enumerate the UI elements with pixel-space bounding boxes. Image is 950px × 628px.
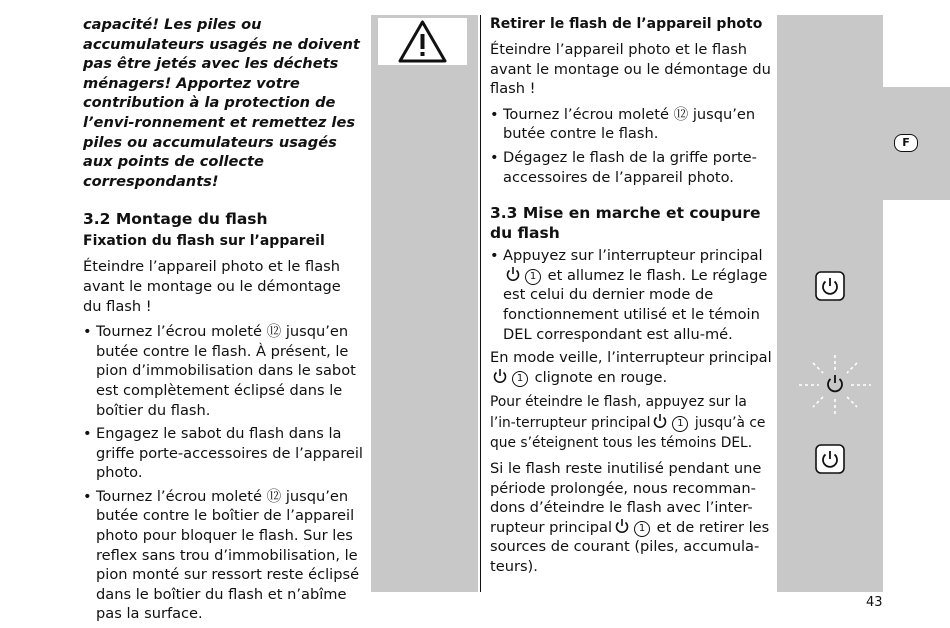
subheading-remove-flash: Retirer le flash de l’appareil photo — [490, 16, 763, 32]
list-item: • Dégagez le flash de la griffe porte-accessoires de l’appareil photo. — [490, 148, 772, 187]
list-item: • Engagez le sabot du flash dans la griffe porte-accessoires de l’appareil photo. — [83, 424, 363, 483]
column-divider — [480, 15, 481, 592]
removal-steps-list — [490, 105, 772, 187]
power-icon — [815, 444, 845, 478]
callout-number: 1 — [525, 269, 541, 285]
subheading-attach-flash: Fixation du flash sur l’appareil — [83, 233, 325, 250]
list-item: • Tournez l’écrou moleté ⑫ jusqu’en butée contre le boîtier de l’appareil photo pour bloquer le flash. Sur les reflex sans trou d’immobilisation, le pion monté sur ressort reste éclipsé dans le boîtier du flash et n’abîme pas la surface. — [83, 487, 363, 624]
callout-number: 1 — [672, 416, 688, 432]
warning-column-band — [371, 15, 478, 592]
idle-paragraph: Si le flash reste inutilisé pendant une période prolongée, nous recomman-dons d’éteindre le flash avec l’inter-rupteur principal 1 et de retirer les sources de courant (piles, accumula-teurs). — [490, 460, 770, 576]
language-badge — [894, 134, 918, 152]
standby-paragraph: En mode veille, l’interrupteur principal1 clignote en rouge. — [490, 349, 772, 386]
intro-paragraph: Éteindre l’appareil photo et le flash avant le montage ou le démontage du flash ! — [83, 258, 341, 315]
right-column — [490, 15, 772, 583]
mounting-steps-list — [83, 322, 363, 624]
callout-number: 1 — [512, 371, 528, 387]
power-icon — [615, 518, 629, 534]
warning-box — [378, 18, 467, 65]
intro-paragraph: Éteindre l’appareil photo et le flash avant le montage ou le démontage du flash ! — [490, 41, 771, 98]
battery-disposal-warning: capacité! Les piles ou accumulateurs usagés ne doivent pas être jetés avec les déchets ménagers! Apportez votre contribution à la protection de l’envi-ronnement et remettez les piles ou accumulateurs usagés aux points de collecte correspondants! — [83, 16, 360, 190]
power-icon — [493, 368, 507, 384]
power-icon — [815, 271, 845, 305]
callout-number: 1 — [634, 521, 650, 537]
language-badge-label: F — [902, 136, 910, 149]
power-steps-list — [490, 246, 772, 344]
left-column — [83, 15, 363, 628]
list-item: • Tournez l’écrou moleté ⑫ jusqu’en butée contre le flash. — [490, 105, 772, 144]
page-number: 43 — [866, 595, 883, 610]
list-item: • Tournez l’écrou moleté ⑫ jusqu’en butée contre le flash. À présent, le pion d’immobilisation dans le sabot est complètement éclipsé dans le boîtier du flash. — [83, 322, 363, 420]
list-item: • Appuyez sur l’interrupteur principal1 et allumez le flash. Le réglage est celui du dernier mode de fonctionnement utilisé et le témoin DEL correspondant est allu-mé. — [490, 246, 772, 344]
section-heading-power: 3.3 Mise en marche et coupure du flash — [490, 204, 761, 243]
power-icon — [653, 413, 667, 429]
power-icon — [506, 266, 520, 282]
warning-triangle-icon — [378, 18, 467, 65]
power-blinking-icon — [799, 354, 871, 420]
turnoff-paragraph: Pour éteindre le flash, appuyez sur la l’in-terrupteur principal 1 jusqu’à ce que s’éteignent tous les témoins DEL. — [490, 394, 766, 451]
section-heading-mounting: 3.2 Montage du flash — [83, 210, 268, 229]
